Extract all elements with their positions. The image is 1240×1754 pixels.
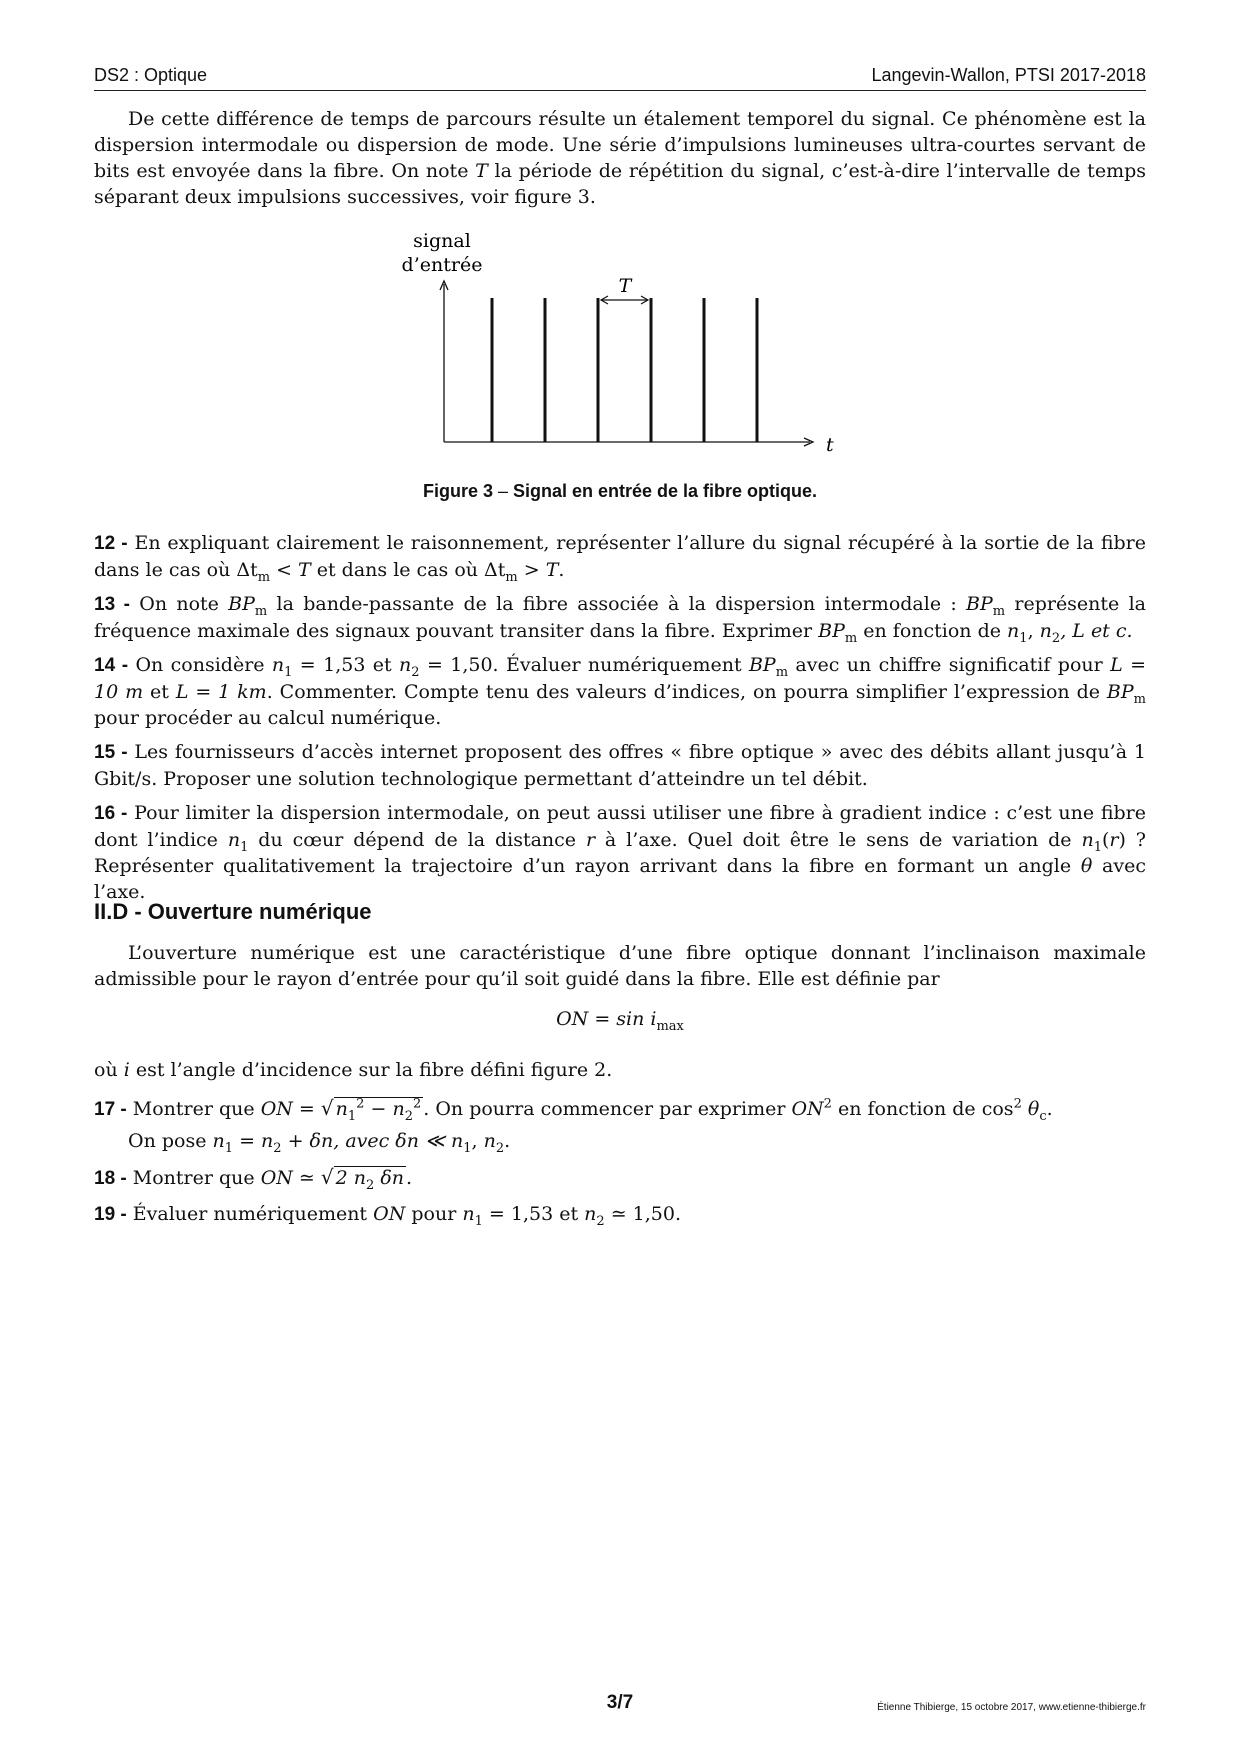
page-number: 3/7 (606, 1692, 634, 1713)
section-paragraph: L’ouverture numérique est une caractéristique d’une fibre optique donnant l’inclinaison maximale admissible pour le rayon d’entrée pour qu’il soit guidé dans la fibre. Elle est définie par (94, 942, 1146, 990)
assumption-line: On pose $n_1 = n_2 + \delta n$, avec δn ≪ $n_1$, $n_2$. (128, 1130, 511, 1156)
y-axis-label-line1: signal (413, 230, 471, 252)
question-12: 12 - En expliquant clairement le raisonnement, représenter l’allure du signal récupéré à la sortie de la fibre dans le cas où $\Delta t_m < T$ et dans le cas où $\Delta t_m > T$. (94, 532, 1146, 585)
footer-credit: Étienne Thibierge, 15 octobre 2017, www.etienne-thibierge.fr (877, 1702, 1146, 1713)
y-axis-label-line2: d’entrée (401, 254, 483, 276)
incidence-note: où i est l’angle d’incidence sur la fibre défini figure 2. (94, 1059, 613, 1081)
question-17: 17 - Montrer que ON = √ $n_1^2 - n_2^2$ . On pourra commencer par exprimer $ON^2$ en fonction de $\cos^2 \theta_c$. (94, 1096, 1053, 1124)
header-course: DS2 : Optique (94, 65, 208, 85)
intro-paragraph: De cette différence de temps de parcours résulte un étalement temporel du signal. Ce phénomène est la dispersion intermodale ou dispersion de mode. Une série d’impulsions lumineuses ultra-courtes servant de bits est envoyée dans la fibre. On note T la période de répétition du signal, c’est-à-dire l’intervalle de temps séparant deux impulsions successives, voir figure 3. (94, 108, 1146, 208)
page-header (94, 62, 1146, 91)
x-axis-label: t (826, 434, 834, 456)
question-15: 15 - Les fournisseurs d’accès internet proposent des offres « fibre optique » avec des débits allant jusqu’à 1 Gbit/s. Proposer une solution technologique permettant d’atteindre un tel débit. (94, 741, 1146, 790)
period-label: T (618, 275, 632, 297)
question-19: 19 - Évaluer numériquement ON pour $n_1 = 1,53$ et $n_2$ ≃ 1,50. (94, 1203, 681, 1229)
signal-plot (380, 228, 860, 468)
header-school: Langevin-Wallon, PTSI 2017-2018 (871, 65, 1146, 85)
signal-figure (380, 228, 860, 468)
question-14: 14 - On considère $n_1 = 1,53$ et $n_2 = 1,50$. Évaluer numériquement $BP_m$ avec un chiffre significatif pour L = 10 m et L = 1 km. Commenter. Compte tenu des valeurs d’indices, on pourra simplifier l’expression de $BP_m$ pour procéder au calcul numérique. (94, 654, 1147, 729)
equation-numerical-aperture: ON = $\sin i_{max}$ (556, 1008, 684, 1034)
figure-caption: Figure 3 – Signal en entrée de la fibre optique. (422, 481, 818, 501)
question-18: 18 - Montrer que ON ≃ √ 2 $n_2$ δn . (94, 1165, 413, 1193)
question-16: 16 - Pour limiter la dispersion intermodale, on peut aussi utiliser une fibre à gradient indice : c’est une fibre dont l’indice $n_1$ du cœur dépend de la distance r à l’axe. Quel doit être le sens de variation de $n_1(r)$ ? Représenter qualitativement la trajectoire d’un rayon arrivant dans la fibre en formant un angle θ avec l’axe. (94, 802, 1146, 903)
section-title: II.D - Ouverture numérique (94, 899, 372, 924)
question-13: 13 - On note $BP_m$ la bande-passante de la fibre associée à la dispersion intermodale : $BP_m$ représente la fréquence maximale des signaux pouvant transiter dans la fibre. Exprimer $BP_m$ en fonction de $n_1$, $n_2$, L et c. (94, 593, 1146, 646)
